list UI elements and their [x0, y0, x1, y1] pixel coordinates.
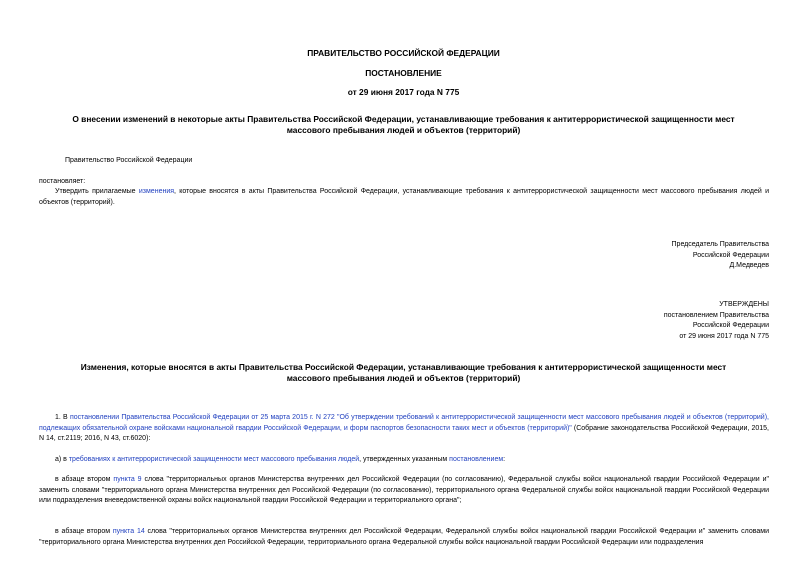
paragraph-item-14: [39, 527, 769, 548]
requirements-link[interactable]: требованиях к антитеррористической защищенности мест массового пребывания людей: [68, 456, 360, 463]
document-title: О внесении изменений в некоторые акты Правительства Российской Федерации, устанавливающие требования к антитеррористической защищенности мест массового пребывания людей и объектов (территорий): [72, 114, 735, 135]
paragraph-1-end: (Собрание законодательства Российской Федерации, 2015, N 14, ст.2119; 2016, N 43, ст.6020):: [39, 424, 769, 442]
paragraph-a-start: а) в: [55, 456, 69, 463]
approve-text-before: Утвердить прилагаемые: [55, 188, 139, 195]
paragraph-item-14-end: слова "территориальных органов Министерства внутренних дел Российской Федерации, Федеральной службы войск национальной гвардии Российской Федерации и" заменить словами "территориального органа Министерства внутренних дел Российской Федерации, территориального органа Федеральной службы войск национальной гвардии Российской Федерации или подразделения: [39, 528, 769, 546]
approve-paragraph: [39, 187, 769, 208]
resolution-link[interactable]: постановлением: [449, 456, 504, 463]
changes-link[interactable]: изменения: [138, 188, 175, 195]
approval-line-2: постановлением Правительства: [663, 311, 769, 319]
approval-block: [560, 300, 769, 342]
signature-position: Председатель Правительства: [671, 241, 769, 248]
paragraph-a-middle: , утвержденных указанным: [359, 456, 450, 463]
preamble-decrees: постановляет:: [39, 178, 86, 185]
item-9-link[interactable]: пункта 9: [113, 476, 142, 483]
item-14-link[interactable]: пункта 14: [112, 528, 145, 535]
preamble-authority: Правительство Российской Федерации: [65, 157, 193, 164]
government-heading: ПРАВИТЕЛЬСТВО РОССИЙСКОЙ ФЕДЕРАЦИИ: [307, 48, 500, 58]
paragraph-item-14-start: в абзаце втором: [55, 528, 113, 535]
paragraph-item-9: [39, 475, 769, 507]
approve-text-after: , которые вносятся в акты Правительства Российской Федерации, устанавливающие требования к антитеррористической защищенности мест массового пребывания людей и объектов (территорий).: [39, 188, 769, 206]
paragraph-item-9-end: слова "территориальных органов Министерства внутренних дел Российской Федерации (по согласованию), Федеральной службы войск национальной гвардии Российской Федерации и" заменить словами "территориального органа Министерства внутренних дел Российской Федерации (по согласованию), территориального органа Федеральной службы войск национальной гвардии Российской Федерации или подразделения вневедомственной охраны войск национальной гвардии Российской Федерации и территориального органа";: [39, 476, 769, 504]
paragraph-1: [39, 413, 769, 445]
signature-block: [560, 240, 769, 272]
paragraph-a: [39, 455, 769, 466]
approval-stamp: УТВЕРЖДЕНЫ: [719, 301, 769, 308]
document-type-heading: ПОСТАНОВЛЕНИЕ: [365, 68, 442, 78]
signature-country: Российской Федерации: [692, 251, 769, 259]
approval-line-4: от 29 июня 2017 года N 775: [679, 332, 769, 340]
resolution-272-link[interactable]: постановлении Правительства Российской Федерации от 25 марта 2015 г. N 272 "Об утверждении требований к антитеррористической защищенности мест массового пребывания людей и объектов (территорий), подлежащих обязательной охране войсками национальной гвардии Российской Федерации, и форм паспортов безопасности таких мест и объектов (территорий)": [39, 414, 769, 432]
paragraph-1-start: 1. В: [55, 414, 70, 421]
paragraph-item-9-start: в абзаце втором: [55, 476, 114, 483]
date-number-heading: от 29 июня 2017 года N 775: [347, 87, 460, 97]
changes-title: Изменения, которые вносятся в акты Правительства Российской Федерации, устанавливающие требования к антитеррористической защищенности мест массового пребывания людей и объектов (территорий): [80, 362, 727, 383]
signature-name: Д.Медведев: [729, 262, 769, 269]
approval-line-3: Российской Федерации: [692, 322, 769, 329]
paragraph-a-end: :: [503, 456, 506, 463]
